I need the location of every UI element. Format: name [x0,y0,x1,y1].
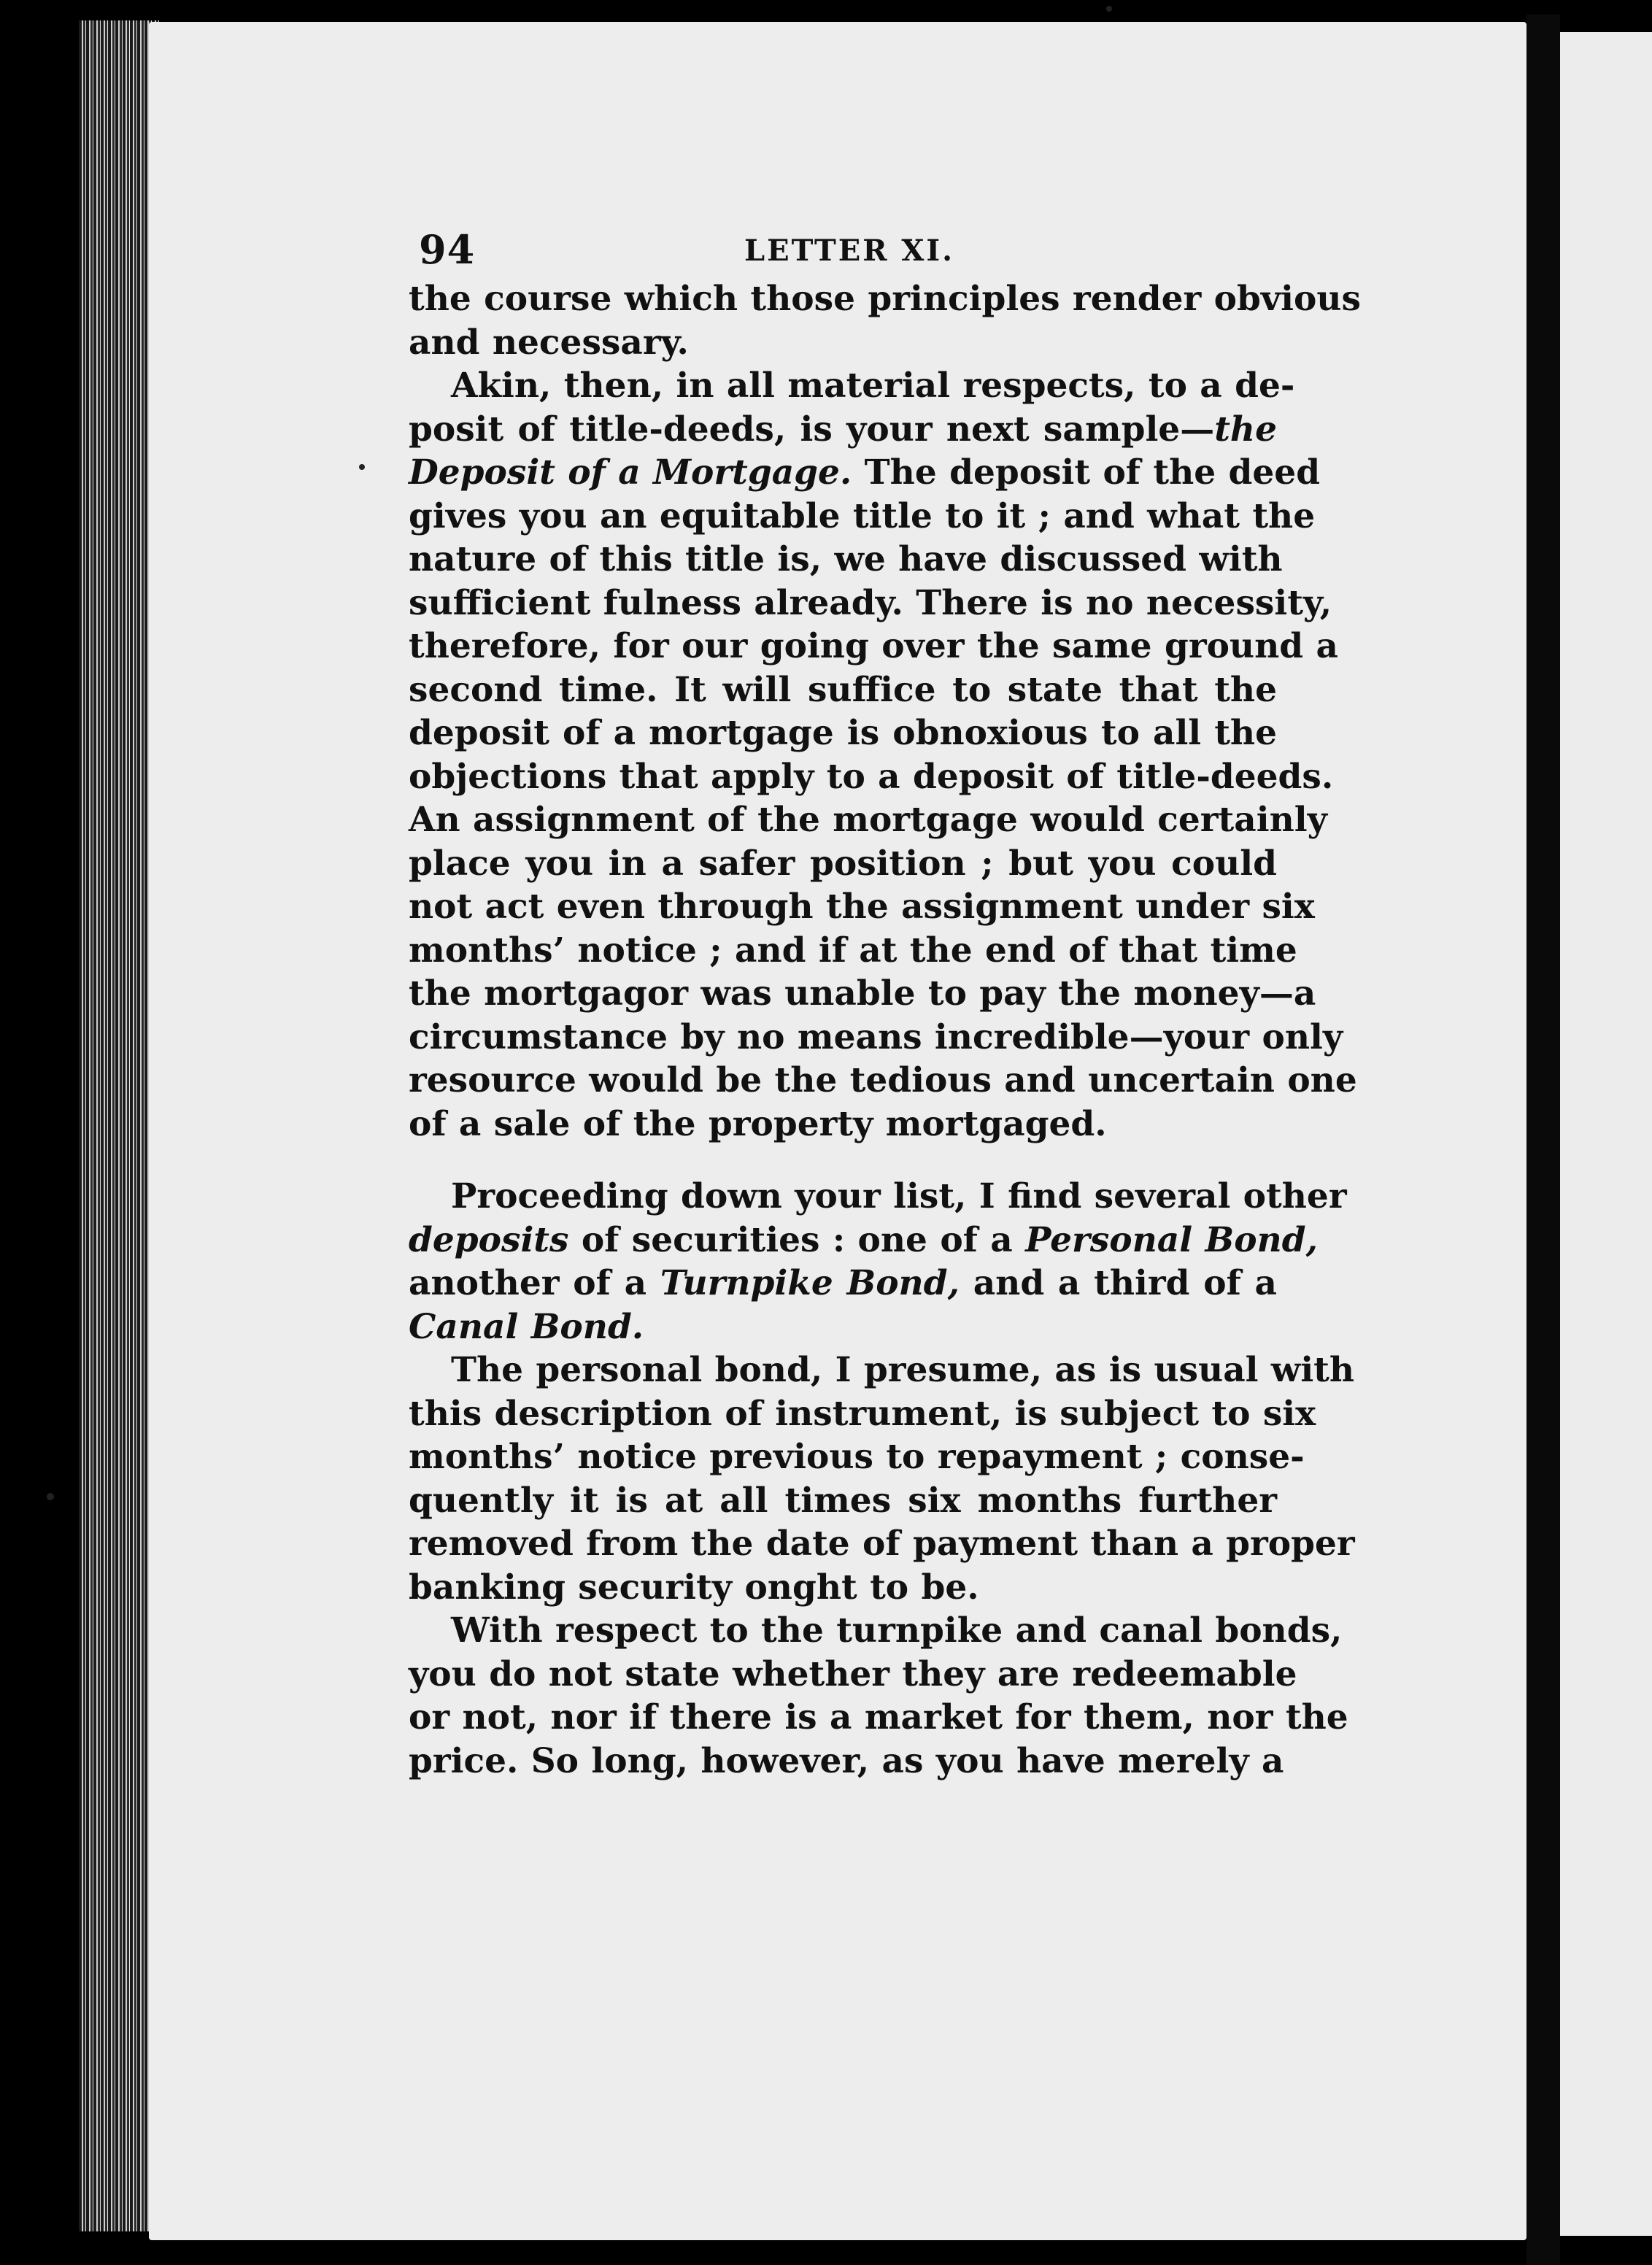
text-run: of securities : one of a [568,1219,1026,1260]
text-run: gives you an equitable title to it ; and what the [409,495,1316,536]
text-run: months’ notice ; and if at the end of that time [409,930,1297,971]
text-run: deposit of a mortgage is obnoxious to all the [409,713,1277,753]
text-block [409,219,1362,1783]
text-line [409,1103,1277,1146]
text-run: posit of title-deeds, is your next sample— [409,409,1215,449]
text-run: the course which those principles render obvious [409,279,1362,319]
text-line [409,929,1297,973]
text-run: and a third of a [959,1263,1277,1303]
paper-speck [47,1493,54,1500]
paper-speck [359,464,365,470]
text-line [409,1175,1347,1219]
text-run: An assignment of the mortgage would certainly [409,800,1327,840]
facing-page-edge [1560,32,1652,2236]
text-line [409,668,1277,712]
text-run: this description of instrument, is subject to six [409,1393,1316,1434]
paragraph [409,1609,1348,1783]
italic-text: the [1214,409,1277,449]
text-line [409,538,1283,582]
text-run: Akin, then, in all material respects, to a de- [451,366,1295,406]
text-run: or not, nor if there is a market for them, nor the [409,1697,1348,1737]
text-run: second time. It will suffice to state that the [409,669,1277,710]
text-line [409,582,1332,625]
italic-text: Personal Bond, [1025,1219,1318,1260]
text-line [409,1059,1357,1103]
text-line [409,1392,1316,1436]
book-gutter [1526,15,1560,2265]
page-number: 94 [419,226,476,273]
running-title: LETTER XI. [744,234,955,268]
text-line [409,364,1295,408]
text-run: price. So long, however, as you have merely a [409,1740,1284,1781]
running-head [409,219,1277,277]
book-page-edges [79,20,159,2231]
text-run: The personal bond, I presume, as is usual with [451,1350,1355,1390]
text-line [409,755,1334,799]
text-line [409,625,1338,668]
text-run: quently it is at all times six months further [409,1480,1277,1521]
text-line [409,408,1277,452]
text-line [409,1740,1284,1783]
text-run: The deposit of the deed [852,452,1321,493]
text-run: nature of this title is, we have discussed with [409,539,1283,579]
text-run: removed from the date of payment than a proper [409,1524,1355,1564]
paragraph [409,1348,1355,1609]
text-run: circumstance by no means incredible—your only [409,1016,1343,1057]
text-line [409,972,1316,1016]
text-line [409,1479,1277,1523]
italic-text: deposits [409,1219,569,1260]
text-run: banking security onght to be. [409,1567,979,1608]
italic-text: Deposit of a Mortgage. [409,452,852,493]
italic-text: Canal Bond. [409,1306,644,1347]
text-run: Proceeding down your list, I find several other [451,1176,1347,1216]
text-line [409,1609,1343,1653]
italic-text: Turnpike Bond, [660,1263,960,1303]
text-run: sufficient fulness already. There is no necessity, [409,582,1332,623]
text-line [409,885,1315,929]
paragraph-gap [409,1146,1277,1175]
text-line [409,711,1277,755]
text-line [409,1016,1343,1060]
text-line [409,321,1277,365]
text-line [409,798,1327,842]
text-line [409,1696,1348,1740]
text-line [409,1219,1318,1262]
text-run: you do not state whether they are redeemable [409,1654,1297,1694]
text-line [409,1262,1277,1305]
text-line [409,1522,1355,1566]
text-line [409,1348,1355,1392]
paragraph [409,364,1357,1146]
text-run: the mortgagor was unable to pay the money—a [409,973,1316,1014]
text-run: months’ notice previous to repayment ; conse- [409,1437,1305,1477]
text-line [409,495,1316,539]
text-run: objections that apply to a deposit of title-deeds. [409,756,1334,797]
text-run: resource would be the tedious and uncertain one [409,1060,1357,1100]
text-run: place you in a safer position ; but you could [409,843,1277,884]
text-line [409,1653,1297,1697]
text-line [409,842,1277,886]
text-run: another of a [409,1263,660,1303]
text-run: therefore, for our going over the same ground a [409,626,1338,666]
text-line [409,451,1321,495]
text-run: not act even through the assignment under six [409,887,1315,927]
paragraph [409,277,1362,364]
body-text [409,277,1362,1783]
text-run: With respect to the turnpike and canal bonds, [451,1610,1343,1651]
text-line [409,1435,1305,1479]
text-line [409,277,1362,321]
text-line [409,1305,1277,1349]
text-line [409,1566,1277,1610]
text-run: of a sale of the property mortgaged. [409,1103,1107,1144]
paper-speck [1106,6,1112,12]
paragraph [409,1175,1347,1348]
text-run: and necessary. [409,322,689,363]
